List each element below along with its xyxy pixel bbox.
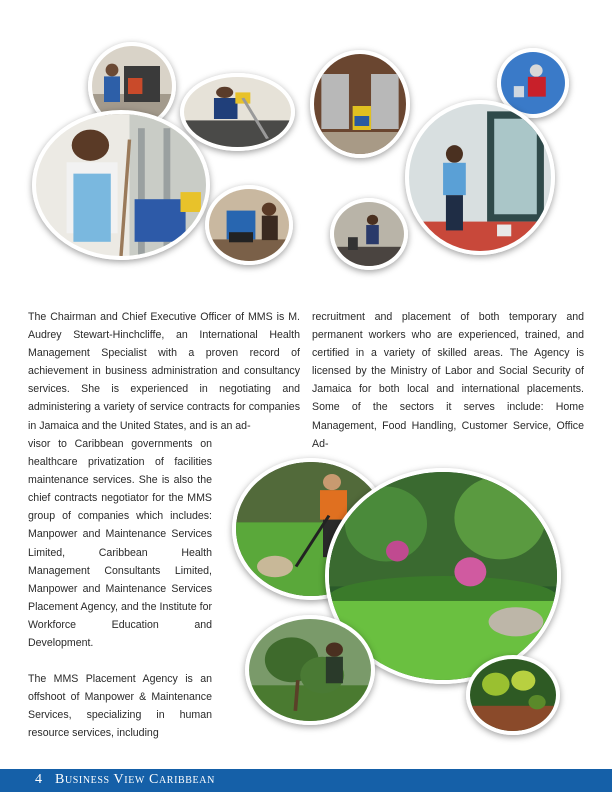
smiling-cleaner-photo — [32, 110, 210, 260]
flower-bed-photo — [466, 655, 560, 735]
article-column-right-top: recruitment and placement of both temporary and permanent workers who are experienced, trained, and certified in a variety of skilled areas. The Agency is licensed by the Ministry of Labor and Social Security of Jamaica for both local and international placements. Some of the sectors it serves include: Home Management, Food Handling, Customer Service, Office Ad- — [312, 311, 584, 450]
floor-scrubber-photo — [205, 185, 293, 265]
page-number: 4 — [35, 772, 42, 787]
mopping-worker-photo — [180, 73, 295, 151]
tree-pruning-photo — [245, 615, 375, 725]
article-column-left-continued: visor to Caribbean governments on healthcare privatization of facilities maintenance services. She is also the chief contracts negotiator for the MMS group of companies which includes: Manpower and Maintenance Services Limited, Caribbean Health Management Consultants Limited, Manpower and Maintenance Services Placement Agency, and the Institute for Workforce Education and Development. — [28, 438, 212, 650]
article-column-left-top: The Chairman and Chief Executive Officer of MMS is M. Audrey Stewart-Hinchcliffe, an International Health Management Specialist with a proven record of achievement in business administration and consultancy services. She is experienced in negotiating and administering a variety of service contracts for companies in Jamaica and the United States, and is an ad- — [28, 311, 300, 432]
page-footer — [0, 769, 612, 792]
elevator-lobby-photo — [310, 50, 410, 158]
article-paragraph-placement-agency: The MMS Placement Agency is an offshoot of Manpower & Maintenance Services, specializing in human resource services, including — [28, 673, 212, 740]
glass-door-cleaning-photo — [405, 100, 555, 255]
publication-name: Business View Caribbean — [55, 772, 215, 787]
carpet-cleaning-photo — [330, 198, 408, 270]
